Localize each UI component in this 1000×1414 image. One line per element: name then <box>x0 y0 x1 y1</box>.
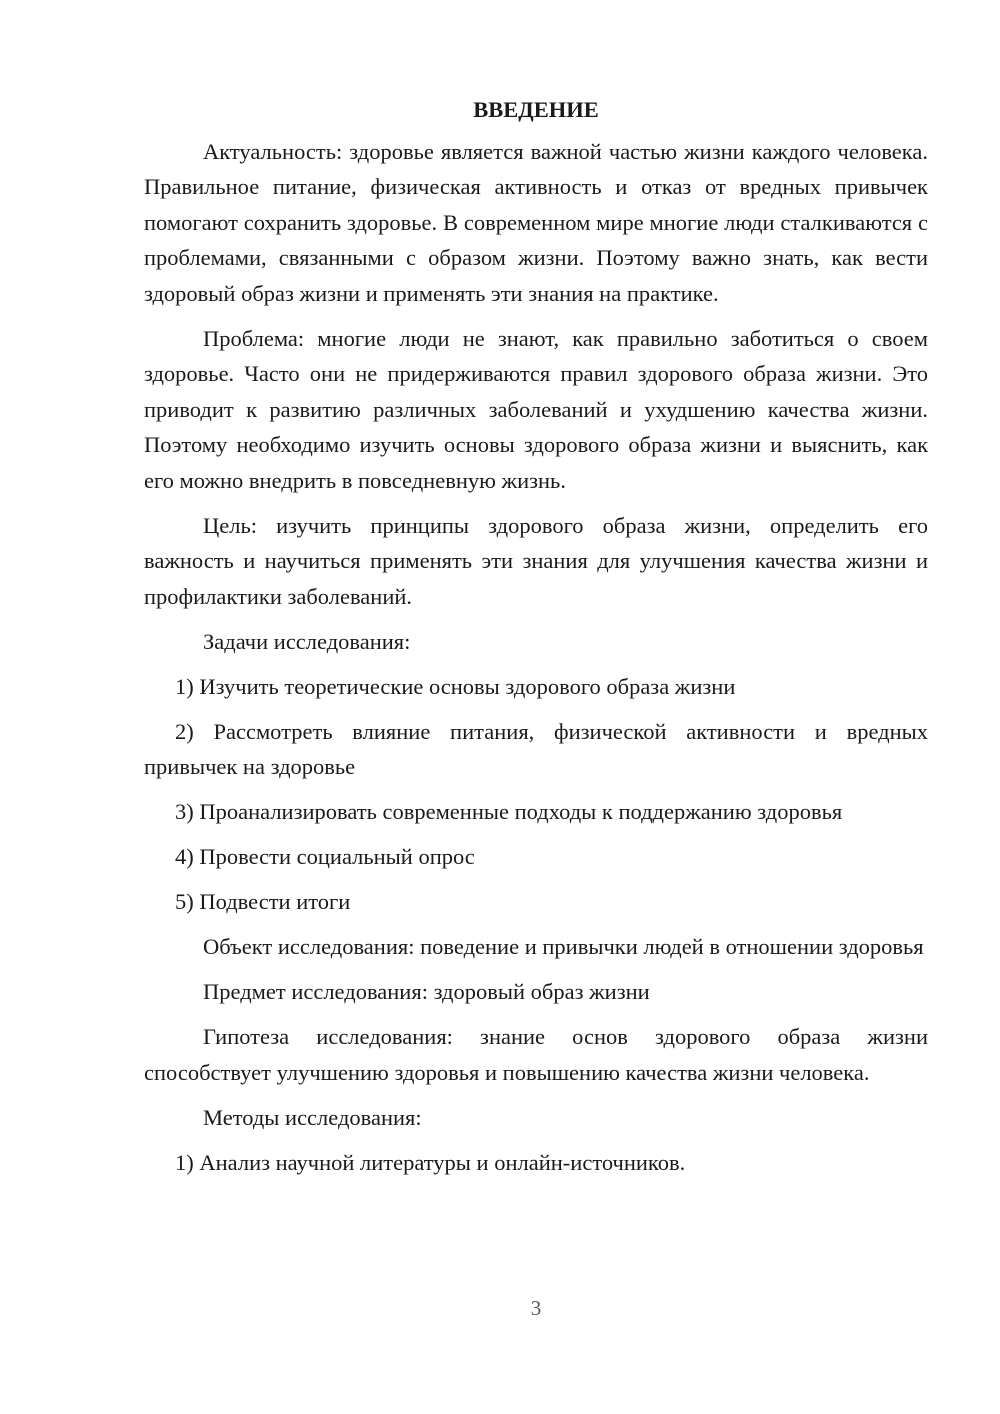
task-item-4: 4) Провести социальный опрос <box>175 844 475 869</box>
tasks-heading: Задачи исследования: <box>203 628 411 654</box>
task-item-5: 5) Подвести итоги <box>175 889 351 914</box>
page-number: 3 <box>530 1296 542 1320</box>
page-content <box>144 92 928 1190</box>
task-item-3: 3) Проанализировать современные подходы к поддержанию здоровья <box>175 799 843 824</box>
method-item-1: 1) Анализ научной литературы и онлайн-источников. <box>175 1149 686 1175</box>
relevance-paragraph: Актуальность: здоровье является важной частью жизни каждого человека. Правильное питание, физическая активность и отказ от вредных привычек помогают сохранить здоровье. В современном мире многие люди сталкиваются с проблемами, связанными с образом жизни. Поэтому важно знать, как вести здоровый образ жизни и применять эти знания на практике. <box>144 138 928 306</box>
problem-paragraph: Проблема: многие люди не знают, как правильно заботиться о своем здоровье. Часто они не придерживаются правил здорового образа жизни. Это приводит к развитию различных заболеваний и ухудшению качества жизни. Поэтому необходимо изучить основы здорового образа жизни и выяснить, как его можно внедрить в повседневную жизнь. <box>144 325 928 493</box>
object-paragraph: Объект исследования: поведение и привычки людей в отношении здоровья <box>203 934 924 959</box>
methods-heading: Методы исследования: <box>203 1104 422 1130</box>
task-item-2: 2) Рассмотреть влияние питания, физической активности и вредных привычек на здоровье <box>144 718 928 779</box>
subject-paragraph: Предмет исследования: здоровый образ жизни <box>203 979 650 1004</box>
hypothesis-paragraph: Гипотеза исследования: знание основ здорового образа жизни способствует улучшению здоровья и повышению качества жизни человека. <box>144 1024 928 1085</box>
task-item-1: 1) Изучить теоретические основы здорового образа жизни <box>175 673 736 699</box>
goal-paragraph: Цель: изучить принципы здорового образа жизни, определить его важность и научиться применять эти знания для улучшения качества жизни и профилактики заболеваний. <box>144 512 928 609</box>
section-title: ВВЕДЕНИЕ <box>473 97 599 122</box>
